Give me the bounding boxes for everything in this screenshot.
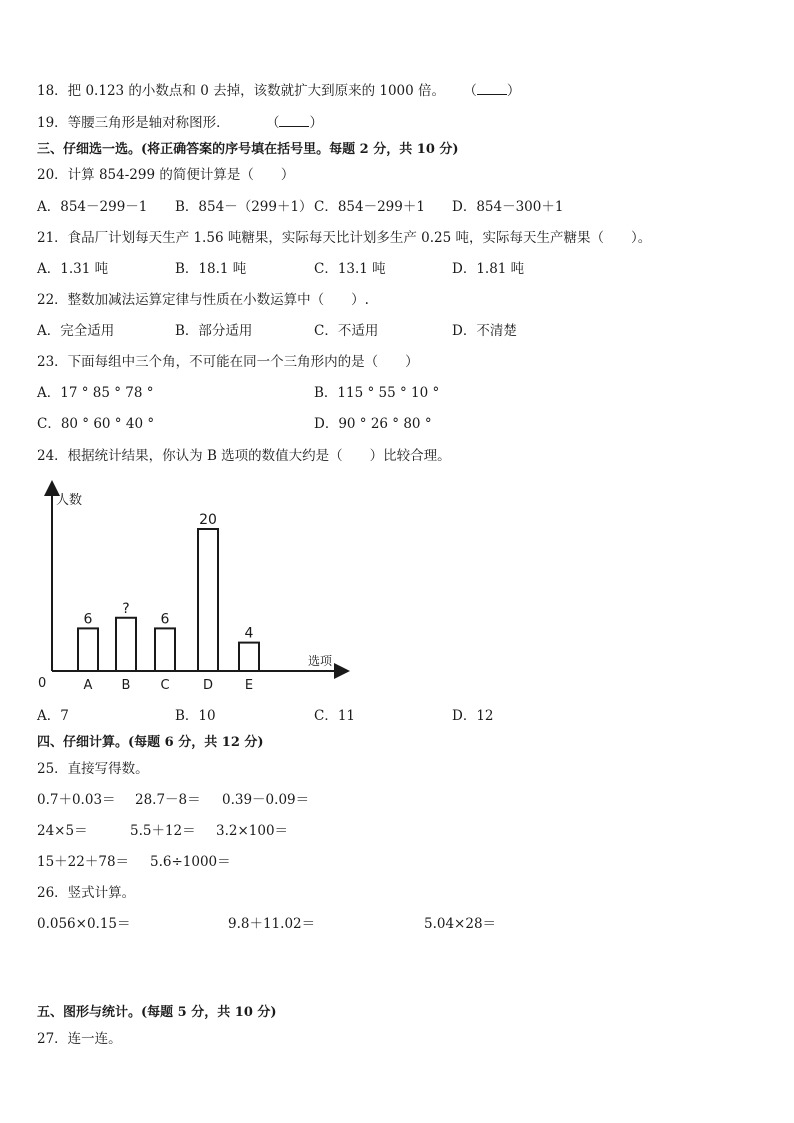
- category-label: B: [121, 678, 131, 693]
- q21-option-c[interactable]: C．13.1 吨: [314, 261, 386, 277]
- answer-paren-19[interactable]: [266, 115, 323, 131]
- origin-label: 0: [38, 676, 47, 691]
- q23-option-b[interactable]: B．115 ° 55 ° 10 °: [314, 385, 440, 401]
- q22-option-a[interactable]: A．完全适用: [37, 323, 115, 339]
- q21-option-a[interactable]: A．1.31 吨: [37, 261, 109, 277]
- bars-group: [78, 512, 259, 693]
- calc-item: 5.6÷1000＝: [150, 854, 231, 870]
- section-4-heading: 四、仔细计算。(每题 6 分，共 12 分): [37, 735, 264, 750]
- q20-option-a[interactable]: A．854－299－1: [37, 199, 148, 215]
- question-19: [37, 114, 323, 132]
- calc-item: 0.7＋0.03＝: [37, 792, 116, 808]
- bar-value-label: ?: [122, 600, 130, 617]
- paren-right: ）: [309, 115, 323, 131]
- category-label: C: [160, 678, 170, 693]
- calc-item: 3.2×100＝: [216, 823, 289, 839]
- q23-option-a[interactable]: A．17 ° 85 ° 78 °: [37, 385, 154, 401]
- question-18: [37, 82, 520, 100]
- q23-option-d[interactable]: D．90 ° 26 ° 80 °: [314, 416, 432, 432]
- bar-value-label: 6: [83, 611, 93, 628]
- question-26-text: 26．竖式计算。: [37, 885, 136, 901]
- section-5-heading: 五、图形与统计。(每题 5 分，共 10 分): [37, 1005, 277, 1020]
- q23-option-c[interactable]: C．80 ° 60 ° 40 °: [37, 416, 155, 432]
- q20-option-c[interactable]: C．854－299＋1: [314, 199, 425, 215]
- y-axis-label: 人数: [56, 493, 83, 508]
- answer-paren-18[interactable]: [463, 83, 520, 99]
- section-3-heading: 三、仔细选一选。(将正确答案的序号填在括号里。每题 2 分，共 10 分): [37, 142, 459, 157]
- paren-right: ）: [506, 83, 521, 99]
- question-24-text: 24．根据统计结果，你认为 B 选项的数值大约是（ ）比较合理。: [37, 448, 451, 464]
- answer-blank[interactable]: [477, 82, 507, 95]
- q22-option-b[interactable]: B．部分适用: [175, 323, 253, 339]
- bar-e: [239, 643, 259, 671]
- bar-a: [78, 628, 98, 671]
- question-18-text: 18．把 0.123 的小数点和 0 去掉，该数就扩大到原来的 1000 倍。: [37, 83, 446, 99]
- calc-item: 24×5＝: [37, 823, 88, 839]
- calc-item: 15＋22＋78＝: [37, 854, 130, 870]
- calc-item: 5.5＋12＝: [130, 823, 196, 839]
- vertical-calc-item: 5.04×28＝: [424, 916, 497, 932]
- question-21-text: 21．食品厂计划每天生产 1.56 吨糖果，实际每天比计划多生产 0.25 吨，实际每天生产糖果（ ）。: [37, 230, 652, 246]
- vertical-calc-item: 9.8＋11.02＝: [228, 916, 316, 932]
- q20-option-b[interactable]: B．854－（299＋1）: [175, 199, 313, 215]
- q21-option-b[interactable]: B．18.1 吨: [175, 261, 247, 277]
- question-23-text: 23．下面每组中三个角，不可能在同一个三角形内的是（ ）: [37, 354, 419, 370]
- q24-option-a[interactable]: A．7: [37, 708, 69, 724]
- q20-option-d[interactable]: D．854－300＋1: [452, 199, 564, 215]
- category-label: D: [202, 678, 214, 693]
- bar-c: [155, 628, 175, 671]
- paren-left: （: [463, 83, 477, 99]
- vertical-calc-item: 0.056×0.15＝: [37, 916, 131, 932]
- bar-value-label: 20: [199, 512, 217, 528]
- question-27-text: 27．连一连。: [37, 1031, 122, 1047]
- bar-d: [198, 529, 218, 671]
- q24-option-d[interactable]: D．12: [452, 708, 494, 724]
- question-25-text: 25．直接写得数。: [37, 761, 149, 777]
- category-label: A: [83, 678, 93, 693]
- bar-value-label: 4: [244, 625, 254, 642]
- q22-option-d[interactable]: D．不清楚: [452, 323, 517, 339]
- paren-left: （: [265, 115, 280, 131]
- calc-item: 0.39－0.09＝: [222, 792, 310, 808]
- bar-chart: [30, 480, 350, 695]
- q21-option-d[interactable]: D．1.81 吨: [452, 261, 525, 277]
- bar-value-label: 6: [160, 611, 170, 628]
- q24-option-b[interactable]: B．10: [175, 708, 216, 724]
- calc-item: 28.7－8＝: [135, 792, 201, 808]
- question-19-text: 19．等腰三角形是轴对称图形．: [37, 115, 230, 131]
- question-22-text: 22．整数加减法运算定律与性质在小数运算中（ ）.: [37, 292, 369, 308]
- bar-b: [116, 618, 136, 671]
- q22-option-c[interactable]: C．不适用: [314, 323, 379, 339]
- question-20-text: 20．计算 854-299 的简便计算是（ ）: [37, 167, 295, 183]
- q24-option-c[interactable]: C．11: [314, 708, 356, 724]
- category-label: E: [244, 678, 254, 693]
- x-axis-label: 选项: [308, 654, 333, 668]
- answer-blank[interactable]: [279, 114, 309, 127]
